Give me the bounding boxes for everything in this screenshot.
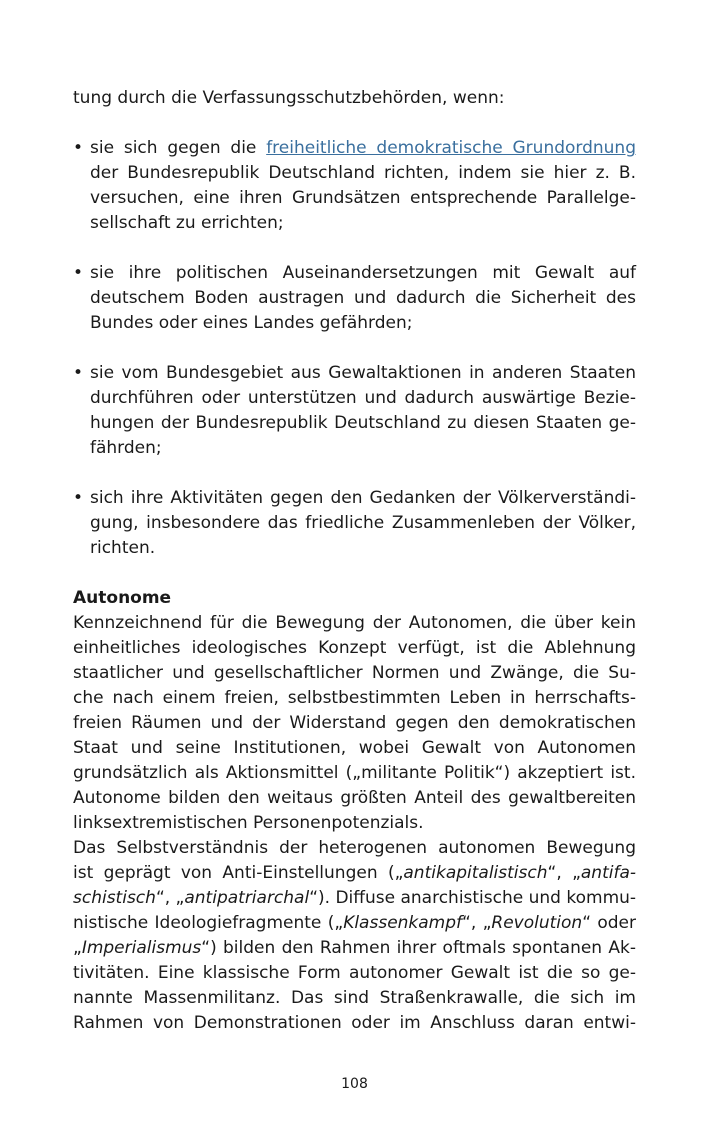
text-line: linksextremistischen Personenpotenzials. [73, 813, 424, 833]
text-line: Das Selbstverständnis der heterogenen autonomen Bewegung [73, 838, 636, 858]
page-content [73, 86, 636, 1036]
text-line: sich ihre Aktivitäten gegen den Gedanken der Völkerverständi- [90, 488, 636, 508]
text-line: deutschem Boden austragen und dadurch die Sicherheit des [90, 288, 636, 308]
text-line: Autonome bilden den weitaus größten Anteil des gewaltbereiten [73, 788, 636, 808]
page-number: 108 [341, 1076, 368, 1092]
bullet-marker: • [73, 138, 84, 158]
bullet-marker: • [73, 263, 84, 283]
text-line: schistisch“, „antipatriarchal“). Diffuse anarchistische und kommu- [73, 888, 637, 908]
text-line: sie ihre politischen Auseinandersetzungen mit Gewalt auf [90, 263, 636, 283]
text-line: richten. [90, 538, 156, 558]
list-item [73, 486, 636, 561]
text-line: freien Räumen und der Widerstand gegen den demokratischen [73, 713, 636, 733]
text-line: „Imperialismus“) bilden den Rahmen ihrer oftmals spontanen Ak- [73, 938, 636, 958]
text-line: hungen der Bundesrepublik Deutschland zu diesen Staaten ge- [90, 413, 636, 433]
text-line: nistische Ideologiefragmente („Klassenkampf“, „Revolution“ oder [73, 913, 636, 933]
text-line: einheitliches ideologisches Konzept verfügt, ist die Ablehnung [73, 638, 636, 658]
text-line: nannte Massenmilitanz. Das sind Straßenkrawalle, die sich im [73, 988, 636, 1008]
text-line: tivitäten. Eine klassische Form autonomer Gewalt ist die so ge- [73, 963, 636, 983]
text-line: versuchen, eine ihren Grundsätzen entsprechende Parallelge- [90, 188, 636, 208]
text-line: gung, insbesondere das friedliche Zusammenleben der Völker, [90, 513, 636, 533]
list-item [73, 136, 636, 236]
text-line: sie sich gegen die freiheitliche demokratische Grundordnung [90, 138, 636, 158]
intro-line: tung durch die Verfassungsschutzbehörden, wenn: [73, 88, 505, 108]
text-line: ist geprägt von Anti-Einstellungen („antikapitalistisch“, „antifa- [73, 863, 637, 883]
text-line: der Bundesrepublik Deutschland richten, indem sie hier z. B. [90, 163, 636, 183]
text-line: grundsätzlich als Aktionsmittel („militante Politik“) akzeptiert ist. [73, 763, 636, 783]
body-paragraph [73, 836, 636, 1036]
text-line: durchführen oder unterstützen und dadurch auswärtige Bezie- [90, 388, 636, 408]
section-heading: Autonome [73, 588, 172, 608]
fdgo-link[interactable]: freiheitliche demokratische Grundordnung [266, 138, 636, 158]
bullet-marker: • [73, 363, 84, 383]
list-item [73, 261, 636, 336]
list-item [73, 361, 636, 461]
bullet-marker: • [73, 488, 84, 508]
text-line: Rahmen von Demonstrationen oder im Anschluss daran entwi- [73, 1013, 636, 1033]
text-line: che nach einem freien, selbstbestimmten Leben in herrschafts- [73, 688, 636, 708]
text-line: Bundes oder eines Landes gefährden; [90, 313, 413, 333]
text-line: sellschaft zu errichten; [90, 213, 284, 233]
text-line: sie vom Bundesgebiet aus Gewaltaktionen in anderen Staaten [90, 363, 636, 383]
text-line: Kennzeichnend für die Bewegung der Autonomen, die über kein [73, 613, 636, 633]
intro-paragraph [73, 86, 636, 111]
text-line: staatlicher und gesellschaftlicher Normen und Zwänge, die Su- [73, 663, 636, 683]
body-paragraph [73, 611, 636, 836]
text-line: Staat und seine Institutionen, wobei Gewalt von Autonomen [73, 738, 636, 758]
text-line: fährden; [90, 438, 162, 458]
